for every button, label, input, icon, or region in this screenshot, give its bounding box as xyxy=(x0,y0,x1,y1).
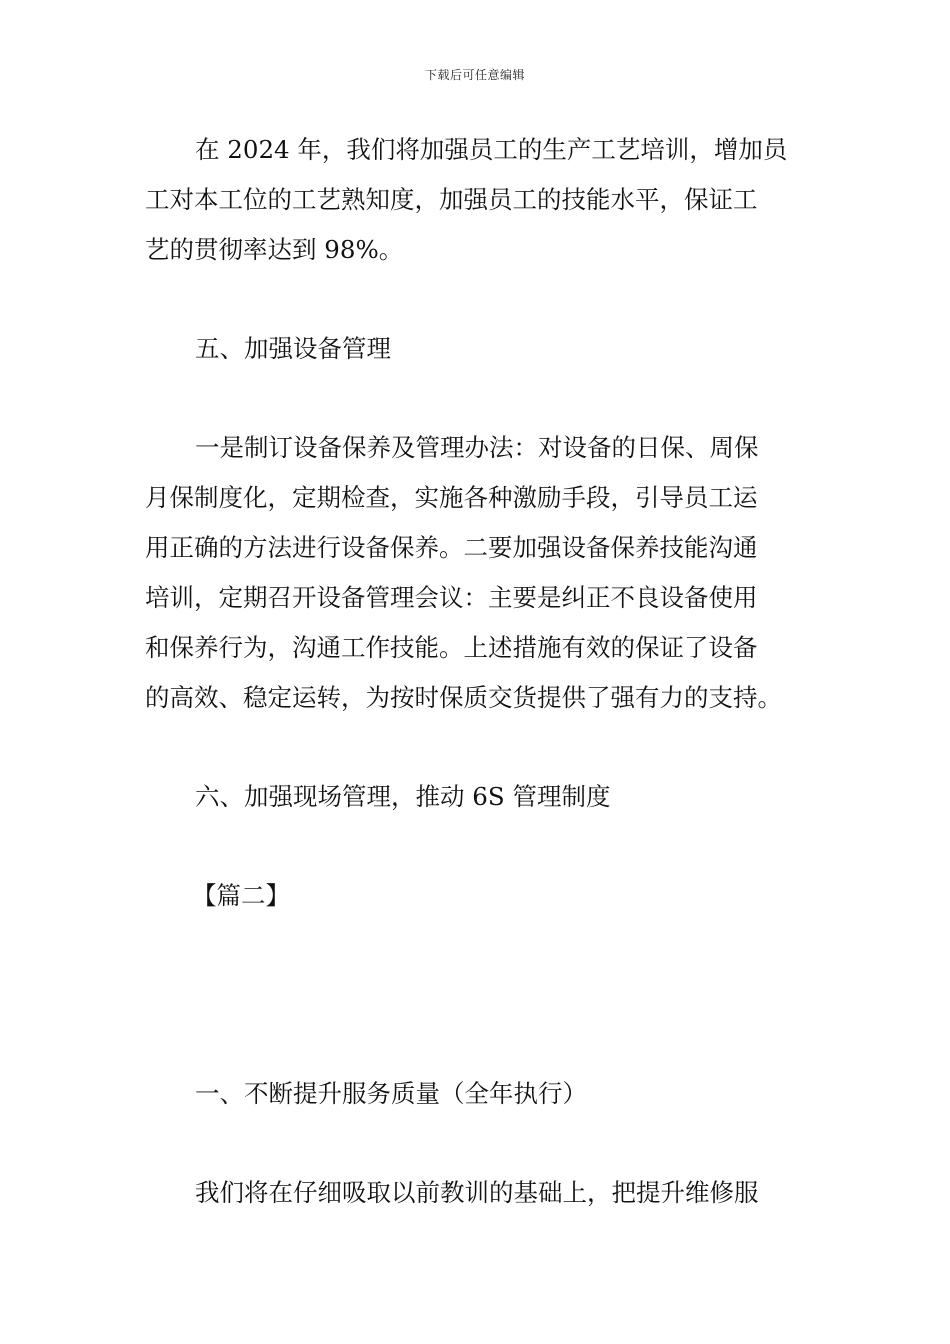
text-line: 用正确的方法进行设备保养。二要加强设备保养技能沟通 xyxy=(145,533,758,562)
chapter-heading: 【篇二】 xyxy=(192,881,290,910)
section-heading: 一、不断提升服务质量（全年执行） xyxy=(195,1079,587,1108)
text-line: 月保制度化，定期检查，实施各种激励手段，引导员工运 xyxy=(145,483,758,512)
text-line: 和保养行为，沟通工作技能。上述措施有效的保证了设备 xyxy=(145,633,758,662)
page-header: 下载后可任意编辑 xyxy=(424,68,525,82)
section-heading: 六、加强现场管理，推动 6S 管理制度 xyxy=(195,782,611,811)
text-line: 培训，定期召开设备管理会议：主要是纠正不良设备使用 xyxy=(145,583,758,612)
text-line: 工对本工位的工艺熟知度，加强员工的技能水平，保证工 xyxy=(145,185,758,214)
text-line: 艺的贯彻率达到 98%。 xyxy=(145,235,404,264)
text-line: 的高效、稳定运转，为按时保质交货提供了强有力的支持。 xyxy=(145,683,782,712)
text-line: 在 2024 年，我们将加强员工的生产工艺培训，增加员 xyxy=(195,135,788,164)
text-line: 一是制订设备保养及管理办法：对设备的日保、周保 xyxy=(195,433,759,462)
text-line: 我们将在仔细吸取以前教训的基础上，把提升维修服 xyxy=(195,1178,759,1207)
section-heading: 五、加强设备管理 xyxy=(195,334,391,363)
